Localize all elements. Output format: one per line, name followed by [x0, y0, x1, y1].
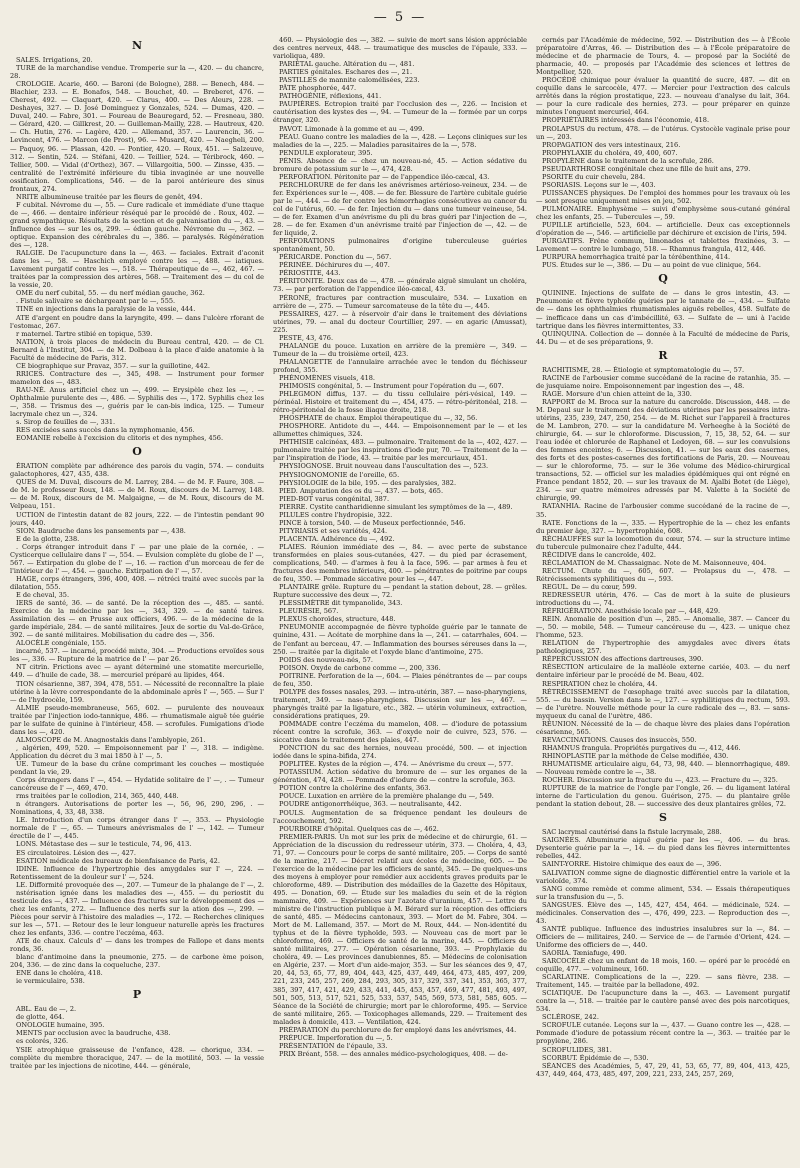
index-entry: PARTIES génitales. Eschares des —, 21. [279, 68, 413, 77]
index-entry: PLACENTA. Adhérence du —, 492. [279, 534, 395, 543]
index-entry: PLEURÉSIE, 567. [279, 607, 339, 616]
index-entry: LONS. Métastase des — sur le testicule, 74, 96, 413. [16, 840, 192, 849]
index-entry: PROPHYLAXIE du choléra, 49, 400, 607. [542, 148, 678, 157]
index-entry: POTION contre la cholérine des enfants, 363. [279, 784, 431, 793]
index-entry: PSEUDARTHROSE congénitale chez une fille de huit ans, 279. [542, 164, 751, 173]
index-entry: PUISSANCES physiques. De l'emploi des hommes pour les travaux où les — sont presque uniquement mises en jeu, 502. [536, 188, 790, 205]
index-entry: PATHOGÉNIE, réflexions, 441. [279, 92, 382, 101]
index-entry: PARIÉTAL gauche. Altération du —, 481. [279, 60, 415, 69]
index-entry: RÉCHAUFFES sur la locomotion du cœur, 574. — sur la structure intime du tubercule pulmonaire chez l'adulte, 444. [536, 534, 790, 551]
index-entry: PRÉPARATION du perchlorure de fer employé dans les anévrismes, 44. [279, 1025, 517, 1034]
index-entry: PÂTE phosphorée, 447. [279, 84, 357, 93]
index-entry: PERFORATIONS pulmonaires d'origine tuberculeuse guéries spontanément, 50. [273, 237, 527, 254]
index-entry: PHYSIOGNOMONIE de l'oreille, 65. [279, 470, 400, 479]
index-entry: RAPPORT de M. Broca sur la nature du cancroïde. Discussion, 448. — de M. Depaul sur le traitement des déviations utérines par les pessaires intra-utérins, 235, 239, 247, 250, 254. — de M. Richet sur l'appareil à fractures de M. Lambron, 270. — sur la candidature M. Verheeghe à la Société de chirurgie, 64. — sur le chloroforme. Discussion, 7, 15, 38, 52, 64. — sur l'eau iodée et chlorurée de Raphanel et Ledoyen, 68. — sur les convulsions des femmes enceintes; 6. — Discussion, 41. — sur les eaux des casernes, des forts et des postes-casernes des fortifications de Paris, 20. — Nouveau — sur le chloroforme, 75. — sur le 36e volume des Médico-chirurgical transactions, 52. — officiel sur les maladies épidémiques qui ont régné en France pendant 1852, 20. — sur les travaux de M. Ajalbi Botet (de Liège), 234. — sur quatre mémoires adressés par M. Valette à la Société de chirurgie, 99. [536, 397, 790, 503]
index-entry: SAINT-YORRE. Histoire chimique des eaux de —, 396. [542, 860, 722, 869]
index-columns [10, 36, 790, 1168]
index-entry: RAGE. Morsure d'un chien atteint de la, 330. [542, 389, 692, 398]
index-entry: PÉRONÉ, fractures par contraction musculaire, 534. — Luxation en arrière de —, 275. — Tumeur sarcomateuse de la tête du —, 445. [273, 293, 527, 310]
index-entry: POUCE. Luxation en arrière de la première phalange du —, 549. [279, 792, 494, 801]
index-entry: ES circulatoires. Lésion des —, 427. [16, 848, 137, 857]
index-entry: ALMOSCOPE de M. Anagnostakis dans l'amblyopie, 261. [16, 735, 206, 744]
index-entry: OME du nerf cubital, 55. — du nerf médian gauche, 362. [16, 289, 205, 298]
index-entry: PHALANGE du pouce. Luxation en arrière de la première —, 349. — Tumeur de la — du troisième orteil, 423. [273, 341, 527, 358]
index-entry: REDRESSEUR utérin, 476. — Cas de mort à la suite de plusieurs introductions du —, 74. [536, 591, 790, 608]
index-entry: ALOCÈLE congéniale, 155. [16, 639, 107, 648]
index-entry: LE. Introduction d'un corps étranger dans l' —, 353. — Physiologie normale de l' —, 65. — Tumeurs anévrismales de l' —, 142. — Tumeur érectile de l' —, 445. [10, 816, 264, 841]
index-entry: PLANTAIRE grêle. Rupture du — pendant la station debout, 28. — grêles. Rupture successive des deux —, 72. [273, 583, 527, 600]
index-entry: blanc d'antimoine dans la pneumonie, 275. — de carbone ème poison, 204, 336. — de zinc dans la coqueluche, 237. [10, 953, 264, 970]
index-entry: RALGIE. De l'acupuncture dans la —, 463. — faciales. Extrait d'aconit dans les —, 58. — Haschich employé contre les —, 488. — iatiques. Lavement purgatif contre les —, 518. — Thérapeutique de —, 462, 467. — traitées par la compression des artères, 568. — Traitement des — du col de la vessie, 20. [10, 249, 264, 290]
index-entry: ONOLOGIE humaine, 395. [16, 1021, 105, 1030]
index-entry: RÉCIDIVE dans le cancroïde, 402. [542, 550, 656, 559]
index-entry: PIED-BOT varus congénital, 387. [279, 494, 390, 503]
index-entry: PLESSIMÈTRE dit tympanolide, 343. [279, 599, 403, 608]
index-entry: nstérisation ignée dans les maladies des —, 455. — du periostit du testicule des —, 437. — Influence des fractures sur le développement des — chez les enfants, 272. — Influence des nerfs sur la ation des —, 299. — Pièces pour servir à l'histoire des maladies —, 172. — Recherches cliniques sur les —, 571. — Retour des le leur longueur naturelle après les fractures chez les enfants, 336. — contre l'eczéma, 463. [10, 888, 264, 937]
index-entry: PLAIES. Réunion immédiate des —, 84. — avec perte de substance transformées en plaies sous-cutanées, 427. — du pied par écrasement, complications, 540. — d'armes à feu à la face, 596. — par armes à feu et fractures des membres inférieurs, 400. — pénétrantes de poitrine par coups de feu, 350. — Pommade siccative pour les —, 447. [273, 542, 527, 584]
index-entry: . Fistule salivaire se déchargeant par le —, 555. [16, 297, 176, 306]
index-entry: RÉPERCUSSION des affections dartreuses, 390. [542, 655, 704, 664]
index-entry: POITRINE. Perforation de la —, 604. — Plaies pénétrantes de — par coups de feu, 350. [273, 671, 527, 688]
index-entry: POLYPE des fosses nasales, 293. — intra-utérin, 387. — naso-pharyngiens, traitement, 349. — naso-pharyngiens. Discussion sur les —, 467. — pharyngés traité par la ligature, etc., 382. — utérin volumineux, extraction, considérations pratiques, 29. [273, 687, 527, 720]
index-entry: YSIE atrophique graisseuse de l'enfance, 428. — chorique, 334. — complète du membre thoracique, 247. — de la motilité, 503. — la vessie traitée par les injections de nicotine, 444. — générale, [10, 1045, 264, 1070]
index-entry: SCARLATINE. Complications de la —, 229. — sans fièvre, 238. — Traitement, 145. — traitée par la belladone, 492. [536, 973, 790, 990]
index-entry: Corps étrangers dans l' —, 454. — Hydatide solitaire de l' —, . — Tumeur cancéreuse de l' —, 469, 470. [10, 776, 264, 793]
index-entry: PESTE, 43, 476. [279, 333, 334, 342]
index-entry: PROPYLÈNE dans le traitement de la scrofule, 286. [542, 156, 714, 165]
index-entry: PINCE à torsion, 540. — de Museux perfectionnée, 546. [279, 518, 466, 527]
index-entry: TURE de la marchandise vendue. Tromperie sur la —, 420. — du chancre, 28. [10, 64, 264, 81]
index-entry: PHOSPHORE. Antidote du —, 444. — Empoisonnement par le — et les allumettes chimiques, 324. [273, 422, 527, 439]
index-entry: POMMADE contre l'eczéma du mamelon, 408. — d'iodure de potassium récent contre la scrofule, 363. — d'oxyde noir de cuivre, 523, 576. — siccative dans le traitement des plaies, 447. [273, 719, 527, 745]
index-entry: PÉRITONITE. Deux cas de —, 478. — générale aiguë simulant un choléra, 73. — par perforation de l'appendice iléo-cæcal, 43. [273, 277, 527, 294]
page-number: — 5 — [373, 10, 427, 25]
index-entry: REVACCINATIONS. Causes des insuccès, 550. [542, 735, 697, 744]
index-entry: RÉFRIGÉRATION. Anesthésie locale par —, 448, 429. [542, 607, 721, 616]
index-entry: RAU-NÉ. Anus artificiel chez un —, 499. — Erysipèle chez les —, . — Ophthalmie purulente des —, 486. — Syphilis des —, 172. Syphilis chez les —, 358. — Trismus des —, guéris par le can-bis indica, 125. — Tumeur lacrymale chez un —, 324. [10, 385, 264, 419]
index-entry: RACINE de l'arbousier comme succédané de la racine de ratanhia, 35. — de jusquiame noire. Empoisonnement par ingestion des —, 48. [536, 373, 790, 390]
index-entry: PAVOT. Limonade à la gomme et au —, 499. [279, 124, 425, 133]
section-letter: P [132, 988, 142, 1002]
index-entry: RATANHIA. Racine de l'arbousier comme succédané de la racine de —, 35. [536, 502, 790, 519]
index-entry: PESSAIRES, 427. — à réservoir d'air dans le traitement des déviations utérines, 79. — anal du docteur Courtillier, 297. — en agaric (Amussat), 225. [273, 309, 527, 334]
index-entry: PLEXUS choroïdes, structure, 448. [279, 615, 396, 624]
index-entry: PHYSIOLOGIE de la bile, 195. — des paralysies, 382. [279, 478, 457, 487]
index-entry: RATE. Fonctions de la —, 335. — Hypertrophie de la — chez les enfants du premier âge, 327. — hypertrophiée, 608. [536, 518, 790, 535]
index-entry: SION. Baudruche dans les pansements par —, 438. [16, 526, 186, 535]
index-entry: PSORIASIS. Leçons sur le —, 403. [542, 180, 656, 189]
index-entry: TION césarienne, 387, 394, 478, 551. — Nécessité de reconnaître la plaie utérine à la lèvre correspondante de la abdominale après l' —, 565. — Sur l' — de l'hydrocèle, 159. [10, 679, 264, 704]
index-entry: REGUL. De — du cœur, 599. [542, 582, 637, 591]
index-entry: PUPILLE artificielle, 523, 604. — artificielle. Deux cas exceptionnels d'opération de —, 546. — artificielle par déchirure et excision de l'iris, 594. [536, 221, 790, 238]
index-entry: SCLÉROSE, 242. [542, 1013, 599, 1022]
index-entry: rms traitées par le collodion, 214, 365, 440, 448. [16, 792, 179, 801]
index-entry: PERCHLORURE de fer dans les anévrismes artérioso-veineux, 234. — de fer. Expériences sur le —, 408. — de fer. Blessure de l'artère cubitale guérie par le —, 444. — de fer contre les hémorrhagies consécutives au cancer du col de l'utérus, 60. — de fer. Injection du — dans une tumeur veineuse, 54. — de fer. Examen d'un anévrisme du pli du bras guéri par l'injection de —, 28. — de fer. Examen d'un anévrisme traité par l'injection de —, 42. — de fer liquide, 2. [273, 180, 527, 238]
index-entry: ESATION médicale des bureaux de bienfaisance de Paris, 42. [16, 856, 220, 865]
index-entry: PROLAPSUS du rectum, 478. — de l'utérus. Cystocèle vaginale prise pour un —, 203. [536, 124, 790, 141]
index-entry: PHALANGETTE de l'annulaire arrachée avec le tendon du fléchisseur profond, 355. [273, 357, 527, 374]
index-entry: UCTION de l'intestin datant de 82 jours, 222. — de l'intestin pendant 90 jours, 440. [10, 510, 264, 527]
index-entry: es colorés, 326. [16, 1037, 69, 1046]
index-entry: de glotte, 464. [16, 1013, 65, 1022]
index-entry: PÉNIS. Absence de — chez un nouveau-né, 45. — Action sédative du bromure de potassium sur le —, 474, 428. [273, 156, 527, 173]
index-entry: PITYRIASIS et ses variétés, 424. [279, 526, 388, 535]
index-entry: RHAMNUS frangula. Propriétés purgatives du —, 412, 446. [542, 743, 741, 752]
index-entry: ABL. Eau de —, 2. [16, 1005, 77, 1014]
index-entry: SAC lacrymal cautérisé dans la fistule lacrymale, 288. [542, 828, 722, 837]
index-entry: RELATION de l'hypertrophie des amygdales avec divers états pathologiques, 257. [536, 639, 790, 656]
index-entry: PILULES contre l'hydropisie, 322. [279, 510, 393, 519]
index-entry: EOMANIE rebelle à l'excision du clitoris et des nymphes, 456. [16, 434, 224, 443]
index-entry: RESPIRATION chez le choléra, 44. [542, 679, 658, 688]
index-entry: PULMONAIRE. Emphysème — suivi d'emphysème sous-cutané général chez les enfants, 25. — Tubercules —, 59. [536, 204, 790, 222]
index-entry: ENE dans le choléra, 418. [16, 969, 103, 978]
index-entry: RHINOPLASTIE par la méthode de Celse modifiée, 430. [542, 751, 729, 760]
index-entry: PÉRIOSTITE, 443. [279, 269, 341, 278]
index-entry: E de la glotte, 238. [16, 534, 80, 543]
index-entry: n étrangers. Autorisations de porter les —, 56, 96, 290, 296, . — Nominations, 4, 33, 48, 338. [10, 800, 264, 817]
section-letter: R [658, 348, 668, 362]
index-entry: PUS. Études sur le —, 386. — Du — au point de vue clinique, 564. [542, 261, 761, 270]
section-letter: O [132, 445, 142, 459]
index-entry: QUINQUINA. Collection de — donnée à la Faculté de médecine de Paris, 44. Du — et de ses préparations, 9. [536, 329, 790, 346]
index-entry: SANG comme remède et comme aliment, 534. — Essais thérapeutiques sur la transfusion du —, 5. [536, 884, 790, 901]
index-entry: CE biographique sur Pravaz, 357. — sur la guillotine, 442. [16, 361, 210, 370]
index-entry: PHYSIOGNOSE. Bruit nouveau dans l'auscultation des —, 523. [279, 462, 489, 471]
index-entry: NRITE albumineuse traitée par les fleurs de genêt, 494. [16, 192, 203, 201]
index-entry: PHOSPHATE de chaux. Emploi thérapeutique du —, 32, 56. [279, 414, 478, 423]
section-letter: S [659, 811, 667, 825]
index-entry: SCORBUT. Épidémie de —, 530. [542, 1053, 649, 1062]
index-entry: PENDULE explorateur, 395. [279, 148, 373, 157]
index-entry: ATE de chaux. Calculs d' — dans les trompes de Fallope et dans ments ronds, 36. [10, 937, 264, 954]
index-entry: RÉUNION. Nécessité de la — de chaque lèvre des plaies dans l'opération césarienne, 565. [536, 719, 790, 736]
index-entry: RECTUM. Chute du —, 605, 607. — Prolapsus du —, 478. — Rétrécissements syphilitiques du —, 593. [536, 566, 790, 583]
index-entry: SANGSUES. Élève des —, 145, 427, 454, 464. — médicinale, 524. — médicinales. Conservation des —, 476, 499, 223. — Reproduction des —, 43. [536, 900, 790, 925]
index-entry: RUPTURE de la matrice de l'ongle par l'ongle, 26. — du ligament latéral interne de l'articulation du genou. Guérison, 275. — du plantaire grêle pendant la station debout, 28. — successive des deux plantaires grêles, 72. [536, 784, 790, 809]
index-entry: PSORITE du cuir chevelu, 284. [542, 172, 646, 181]
section-letter: N [131, 39, 143, 52]
index-entry: PROCÉDÉ chimique pour évaluer la quantité de sucre, 487. — dit en coquille dans le sarcocèle, 477. — Mercier pour l'extraction des calculs arrêtés dans la région prostatique, 223. — nouveau d'analyse du lait, 364. — pour la cure radicale des hernies, 273. — pour préparer en quinze minutes l'onguent mercuriel, 464. [536, 76, 790, 117]
index-entry: RÉSECTION articulaire de la malléole externe cariée, 403. — du nerf dentaire inférieur par le procédé de M. Beau, 402. [536, 663, 790, 680]
index-entry: NATION, à trois places de médecin du Bureau central, 420. — de Cl. Bernard à l'Institut, 304. — de M. Dolbeau à la place d'aide anatomie à la Faculté de médecine de Paris, 312. [10, 337, 264, 362]
index-entry: PHÉNOMÈNES visuels, 418. [279, 373, 375, 382]
index-entry: MENTS par occlusion avec la baudruche, 438. [16, 1029, 171, 1038]
index-entry: , algérien, 499, 520. — Empoisonnement par l' —, 318. — indigène. Application du décret du 3 mai 1850 à l' —, 5. [10, 743, 264, 760]
index-entry: PAUPIÈRES. Ectropion traité par l'occlusion des —, 226. — Incision et cautérisation des kystes des —, 94. — Tumeur de la — formée par un corps étranger, 320. [273, 100, 527, 125]
index-entry: SCROFULIDES, 381. [542, 1045, 612, 1054]
index-entry: PNEUMONIE accompagnée de fièvre typhoïde guérie par le tannate de quinine, 431. — Acétate de morphine dans la —, 241. — catarrhales, 604. — de l'enfant au berceau, 47. — Inflammation des bourses séreuses dans la —, 250. — traitée par la digitale et l'oxyde blanc d'antimoine, 275. [273, 623, 527, 656]
index-entry: PHLEGMON diffus, 137. — du tissu cellulaire péri-vésical, 149. — périnéal. Histoire et traitement du —, 454, 475. — rétro-péritonéal, 218. — rétro-péritonéal de la fosse iliaque droite, 218. [273, 390, 527, 415]
index-entry: PURPURA hemorrhagica traité par la térébenthine, 414. [542, 253, 731, 262]
index-entry: IDINE. Influence de l'hypertrophie des amygdales sur l' —, 224. — Retentissement de la douleur sur l' —, 524. [10, 864, 264, 881]
index-entry: cernés par l'Académie de médecine, 592. — Distribution des — à l'École préparatoire d'Arras, 46. — Distribution des — à l'École préparatoire de médecine et de pharmacie de Tours, 4. — proposé par la Société de pharmacie, 40. — proposés par l'Académie des sciences et lettres de Montpellier, 520. [536, 36, 790, 77]
index-entry: PRÉSENTATION de l'épaule, 33. [279, 1041, 388, 1050]
index-entry: TINE en injections dans la paralysie de la vessie, 444. [16, 305, 196, 314]
index-entry: IERS de santé, 36. — de santé. De la réception des —, 485. — santé. Exercice de la médecine par les —, 343, 329. — de santé taires. Assimilation des — en Prusse aux officiers, 496. — de la médecine de la garde impériale, 284. — de santé militaires. Jeux de sortie du Val-de-Grâce, 392. — de santé militaires. Mobilisation du cadre des —, 356. [10, 599, 264, 640]
index-entry: PRÉPUCE. Imperforation du —, 5. [279, 1033, 393, 1042]
index-entry: PONCTION du sac des hernies, nouveau procédé, 500. — et injection iodée dans le spina-bifida, 274. [273, 744, 527, 761]
index-entry: incarné, 537. — incarné, procédé mixte, 304. — Productions ervoïdes sous les —, 336. — Rupture de la matrice de l' — par 26. [10, 647, 264, 664]
index-entry: PROPAGATION des vers intestinaux, 216. [542, 140, 681, 149]
index-entry: PROPRIÉTAIRES intéressés dans l'économie, 418. [542, 116, 710, 125]
index-entry: r maternel. Tartre stibié en topique, 539. [16, 329, 153, 338]
index-entry: PASTILLES de mannite calomélisées, 223. [279, 76, 420, 85]
index-entry: SARCOCÈLE chez un enfant de 18 mois, 160. — opéré par le procédé en coquille, 477. — volumineux, 160. [536, 957, 790, 974]
index-entry: PURGATIFS. Frêne commun, limonades et tablettes fraxinées, 3. — Lavement — contre le lumbago, 518. — Rhamnus frangula, 412, 446. [536, 237, 790, 254]
index-entry: POIDS des nouveau-nés, 57. [279, 655, 373, 664]
index-entry: RES excisées sans succès dans la nymphomanie, 456. [16, 426, 195, 435]
index-entry: SAIGNÉES. Albuminurie aiguë guérie par les —, 406. — du bras. Dysenterie guérie par la —, 14. — du pied dans les fièvres intermittentes rebelles, 442. [536, 836, 790, 861]
index-entry: RRICES. Contracture des —, 345, 498. — Instrument pour former mamelon des —, 483. [10, 369, 264, 386]
index-entry: PRIX Bréant, 558. — des annales médico-psychologiques, 408. — de- [279, 1049, 508, 1058]
index-entry: PEAU. Guano contre les maladies de la —, 428. — Leçons cliniques sur les maladies de la —, 225. — Maladies parasitaires de la —, 578. [273, 132, 527, 149]
index-entry: PHTHISIE calcinéax, 483. — pulmonaire. Traitement de la —, 402, 427. — pulmonaire traitée par les inspirations d'iode pur, 70. — Traitement de la — par l'inspiration de l'iode, 43. — traitée par les mercuriaux, 451. [273, 438, 527, 463]
index-entry: UE. Tumeur de la base du crâne comprimant les couches — mostiquée pendant la vie, 29. [10, 759, 264, 777]
index-entry: NT citrin. Frictions avec — ayant déterminé une stomatite mercurielle, 449. — d'huile de cade, 38. — mercuriel préparé au lipides, 464. [10, 663, 264, 680]
index-entry: PÉRINÉE. Déchirures du —, 407. [279, 261, 390, 270]
index-entry: PÉRICARDE. Ponction du —, 567. [279, 253, 392, 262]
index-entry: POUDRE antigonorrhéique, 363. — neutralisante, 442. [279, 800, 462, 809]
index-entry: CROLOGIE. Acarie, 460. — Baroni (de Bologne), 288. — Benech, 484. — Blachier, 233. — E. Bonafos, 548. — Bouchet, 40. — Breberet, 476. — Cherest, 492. — Claquart, 420. — Clarus, 400. — Des Aleurs, 228. — Deshayes, 327. — D. José Dominguez y Gonzales, 524. — Dumas, 420. — Duval, 240. — Fabre, 301. — Foureau de Beauregard, 52. — Fresneau, 380. — Gérard, 420. — Gillkrest, 20. — Guilleman-Mailly, 228. — Hautreux, 420. — Ch. Hutin, 276. — Lagère, 420. — Allemand, 357. — Laurencin, 36. — Levincent, 476. — Marcon (de Prost), 96. — Musard, 420. — Naegheli, 200. — Paquoy, 96. — Plassan, 420. — Pontier, 420. — Roux, 451. — Salzeuve, 312. — Sentin, 524. — Stéfani, 420. — Teillier, 524. — Téribrock, 460. — Tellier, 500. — Vidal (d'Orthez), 367. — Villargoitia, 500. — Zinsse, 435. — centralité de l'extrémité inférieure du tibia invaginée ar une nouvelle ossification. Complications, 546. — de la paroi antérieure des sinus frontaux, 274. [10, 80, 264, 193]
index-entry: s. Sirop de feuilles de —, 331. [16, 418, 116, 427]
index-entry: RHUMATISME articulaire aigu, 64, 73, 98, 440. — blennorrhagique, 489. — Nouveau remède contre le —, 38. [536, 759, 790, 777]
index-entry: F cubital. Névrome du —, 55. — Cure radicale et immédiate d'une ttaque de —, 466. — dentaire inférieur réséqué par le procédé de . Roux, 402. — grand sympathique. Résultats de la section et de galvanisation du —, 43. — Influence des — sur les os, 299. — édian gauche. Névrome du —, 362. — optique. Expansion des cérébrales du —, 386. — paralysés. Régénération des —, 128. [10, 200, 264, 250]
index-entry: POTASSIUM. Action sédative du bromure de — sur les organes de la génération, 474, 428. — Pommade d'iodure de — contre la scrofule, 363. [273, 768, 527, 785]
index-entry: ATE d'argent en poudre dans la laryngite, 499. — dans l'ulcère rforant de l'estomac, 267. [10, 313, 264, 330]
index-entry: ie vermiculaire, 538. [16, 977, 85, 986]
index-entry: POPLITÉE. Kystes de la région —, 474. — Anévrisme du creux —, 577. [279, 760, 514, 769]
index-entry: RACHITISME, 28. — Étiologie et symptomatologie du —, 57. [542, 365, 745, 374]
index-entry: ALMIE pseudo-membraneuse, 565, 602. — purulente des nouveaux traitée par l'injection iodo-tannique, 486. — rhumatismale aiguë tée guérie par le sulfate de quinine à l'intérieur, 458. — scrofules. Fumigations d'iode dans les —, 420. [10, 703, 264, 736]
index-column-left [10, 36, 264, 1168]
index-entry: POISON. Oxyde de carbone comme —, 200, 336. [279, 663, 441, 672]
index-entry: RÉTRÉCISSEMENT de l'œsophage traité avec succès par la dilatation, 555. — du bassin. Version dans le —, 127. — syphilitiques du rectum, 593. — de l'urètre. Nouvelle méthode pour la cure radicale des —, 83. — sans-myqueux du canal de l'urètre, 486. [536, 687, 790, 720]
index-entry: ÉRATION complète par adhérence des parois du vagin, 574. — conduits galactophores, 427, 435, 438. [10, 462, 264, 479]
index-entry: SCIATIQUE. De l'acupuncture dans la —, 463. — Lavement purgatif contre la —, 518. — traitée par le cautère pansé avec des pois narcotiques, 534. [536, 989, 790, 1014]
index-entry: POURBOIRE d'hôpital. Quelques cas de —, 462. [279, 824, 439, 833]
index-entry: E de cheval, 35. [16, 591, 70, 599]
index-entry: PREMIER-PARIS. Un mot sur les prix de médecine et de chirurgie, 61. — Appréciation de la discussion du redresseur utérin, 373. — Choléra, 4, 43, 71, 97. — Concours pour le corps de santé militaire, 205. — Corps de santé de la marine, 217. — Décret relatif aux écoles de médecine, 605. — De l'exercice de la médecine par les officiers de santé, 345. — De quelques-uns des moyens à employer pour remédier aux accidents graves produits par le chloroforme, 489. — Distribution des médailles de la Gazette des Hôpitaux, 495. — Donation, 69. — Étude sur les maladies du sein et de la région mammaire, 409. — Expériences sur l'azotate d'uranium, 457. — Lettre du ministre de l'instruction publique à M. Bérard sur la réception des officiers de santé, 485. — Médecins cantonaux, 393. — Mort de M. Fabre, 304. — Mort de M. Lallemand, 357. — Mort de M. Roux, 444. — Non-identité du typhus et de la fièvre typhoïde, 593. — Nouveau cas de mort par le chloroforme, 469. — Officiers de santé de la marine, 445. — Officiers de santé militaires, 277. — Opération césarienne, 393. — Prophylaxie du choléra, 49. — Les provinces danubiennes, 85. — Médecins de colonisation en Algérie, 237. — Mort d'un aide-major, 353. — Sur les séances des 9, 47, 20, 44, 53, 65, 77, 89, 404, 443, 425, 437, 449, 464, 473, 485, 497, 209, 221, 233, 245, 257, 269, 284, 293, 305, 317, 329, 337, 341, 353, 365, 377, 385, 397, 417, 421, 429, 433, 441, 445, 453, 457, 469, 477, 481, 493, 497, 501, 505, 513, 517, 521, 525, 533, 537, 545, 569, 573, 581, 585, 605. — Séance de la Société de chirurgie; mort par le chloroforme, 495. — Service de santé militaire, 265. — Toxicophages allemands, 229. — Traitement des malades à domicile, 413. — Ventilation, 424. [273, 832, 527, 1026]
index-entry: QUES de M. Duval, discours de M. Larrey, 284. — de M. F. Faure, 308. — de M. le professeur Roux, 148. — de M. Roux, discours de M. Larrey, 148. — de M. Roux, discours de M. Malgaigne, — de M. Roux, discours de M. Velpeau, 151. [10, 478, 264, 511]
index-entry: HAGE, corps étrangers, 396, 400, 408. — rétréci traité avec succès par la dilatation, 555. [10, 574, 264, 591]
index-entry: LE. Difformité provoquée des —, 207. — Tumeur de la phalange de l' —, 2. [16, 880, 264, 889]
index-entry: QUININE. Injections de sulfate de — dans le gros intestin, 43. — Pneumonie et fièvre typhoïde guéries par le tannate de —, 434. — Sulfate de — dans les ophthalmies rhumatismales aiguës rebelles, 458. Sulfate de — inefficace dans un cas d'imbécillité, 63. — Sulfate de — uni à l'acide tartrique dans les fièvres intermittentes, 33. [536, 289, 790, 330]
index-entry: SALIVATION comme signe de diagnostic différentiel entre la variole et la varioloïde, 374. [536, 868, 790, 885]
index-entry: REIN. Anomalie de position d'un —, 285. — Anomalie, 387. — Cancer du —, 50. — mobile, 548. — Tumeur cancéreuse du —, 423. — unique chez l'homme, 523. [536, 615, 790, 640]
section-letter: Q [658, 272, 668, 286]
index-entry: SANTÉ publique. Influence des industries insalubres sur la —, 84. — Officiers de — militaires, 240. — Service de — de l'armée d'Orient, 424. — Uniforme des officiers de —, 440. [536, 924, 790, 949]
index-entry: SÉANCES des Académies, 5, 47, 29, 41, 53, 65, 77, 89, 404, 413, 425, 437, 449, 464, 473, 485, 497, 209, 221, 233, 245, 257, 269, [536, 1061, 790, 1078]
index-entry: SAORIA. Tæniafuge, 490. [542, 948, 627, 957]
index-entry: . Corps étranger introduit dans l' — par une plaie de la cornée, . — Cysticerque cellulaire dans l' —, 554. — Evulsion complète du globe de l' —, 567. — Extirpation du globe de l' —, 16. — raction d'un morceau de fer de l'intérieur de l' —, 454. — gauche. Extirpation de l' —, 57. [10, 542, 264, 575]
index-column-middle [273, 36, 527, 1168]
index-entry: SALES. Irrigations, 20. [16, 56, 93, 64]
index-entry: PIED. Amputation des os du —, 437. — bots, 465. [279, 486, 444, 495]
index-entry: RÉCLAMATION de M. Chassaignac. Note de M. Maisonneuve, 404. [542, 558, 767, 567]
index-entry: 460. — Physiologie des —, 382. — suivie de mort sans lésion appréciable des centres nerveux, 448. — traumatique des muscles de l'épaule, 333. — varioliqua, 489. [273, 36, 527, 61]
index-entry: POULS. Augmentation de sa fréquence pendant les douleurs de l'accouchement, 592. [273, 808, 527, 825]
index-entry: PIERRE. Cystite cantharidienne simulant les symptômes de la —, 489. [279, 502, 513, 511]
index-entry: PHIMOSIS congénital, 5. — Instrument pour l'opération du —, 607. [279, 382, 504, 391]
index-entry: PERFORATION. Péritonite par — de l'appendice iléo-cæcal, 43. [279, 172, 490, 181]
index-entry: ROCHER. Discussion sur la fracture du —, 423. — Fracture du —, 325. [542, 776, 778, 785]
index-entry: SCROFULE cutanée. Leçons sur la —, 437. — Guano contre les —, 428. — Pommade d'iodure de potassium récent contre la —, 363. — traitée par le propylène, 286. [536, 1021, 790, 1046]
index-column-right [536, 36, 790, 1168]
